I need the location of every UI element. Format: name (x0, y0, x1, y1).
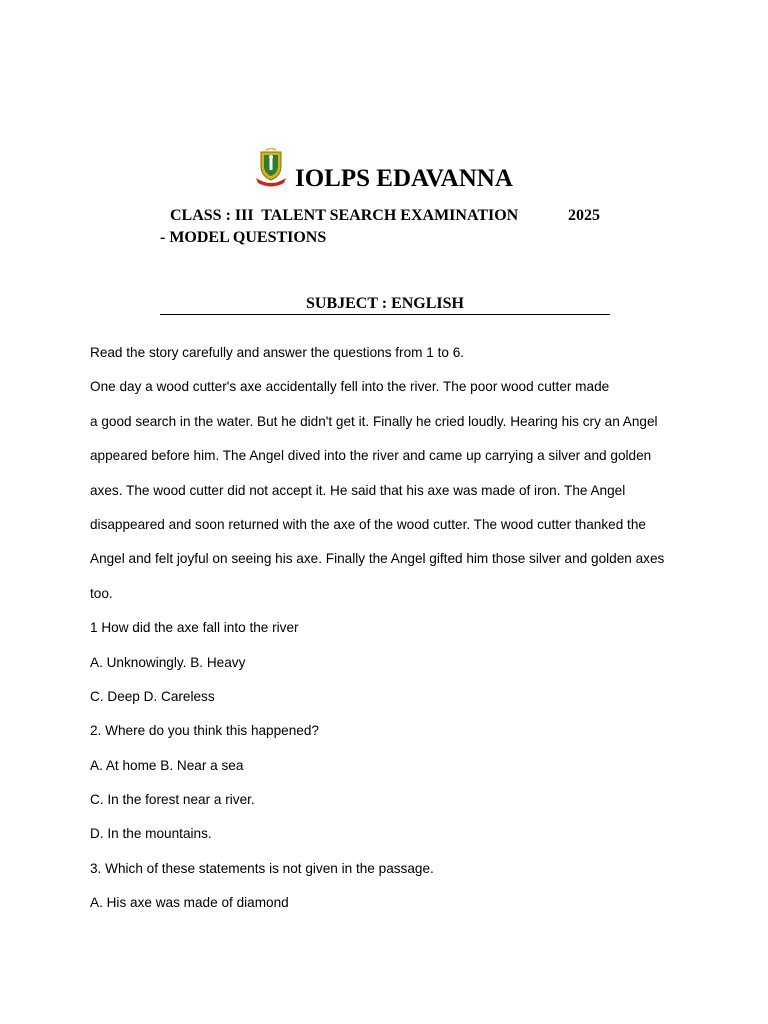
story-line: One day a wood cutter's axe accidentally fell into the river. The poor wood cutter made (90, 379, 610, 395)
question-1: 1 How did the axe fall into the river (90, 620, 299, 636)
story-line: axes. The wood cutter did not accept it. He said that his axe was made of iron. The Angel (90, 482, 626, 498)
story-line: disappeared and soon returned with the axe of the wood cutter. The wood cutter thanked the (90, 516, 646, 532)
exam-subtitle: - MODEL QUESTIONS (160, 229, 327, 246)
question-3-option-a: A. His axe was made of diamond (90, 895, 289, 911)
question-2-option-d: D. In the mountains. (90, 826, 212, 842)
question-2-option-c: C. In the forest near a river. (90, 792, 255, 808)
subject-heading: SUBJECT : ENGLISH (160, 294, 610, 315)
story-line: Angel and felt joyful on seeing his axe. Finally the Angel gifted him those silver and golden axes (90, 551, 665, 567)
question-1-options-cd: C. Deep D. Careless (90, 688, 215, 704)
question-3: 3. Which of these statements is not given in the passage. (90, 860, 434, 876)
question-2: 2. Where do you think this happened? (90, 723, 319, 739)
school-name: IOLPS EDAVANNA (295, 165, 513, 192)
exam-title: CLASS : III TALENT SEARCH EXAMINATION (170, 207, 519, 224)
story-line: appeared before him. The Angel dived into the river and came up carrying a silver and golden (90, 448, 652, 464)
question-2-options-ab: A. At home B. Near a sea (90, 757, 244, 773)
school-crest-icon (254, 148, 288, 188)
instruction-line: Read the story carefully and answer the questions from 1 to 6. (90, 345, 465, 360)
exam-year: 2025 (568, 207, 600, 224)
question-1-options-ab: A. Unknowingly. B. Heavy (90, 654, 246, 670)
story-line: too. (90, 585, 113, 601)
story-line: a good search in the water. But he didn't get it. Finally he cried loudly. Hearing his cry an Angel (90, 413, 658, 429)
question-content (90, 343, 690, 928)
